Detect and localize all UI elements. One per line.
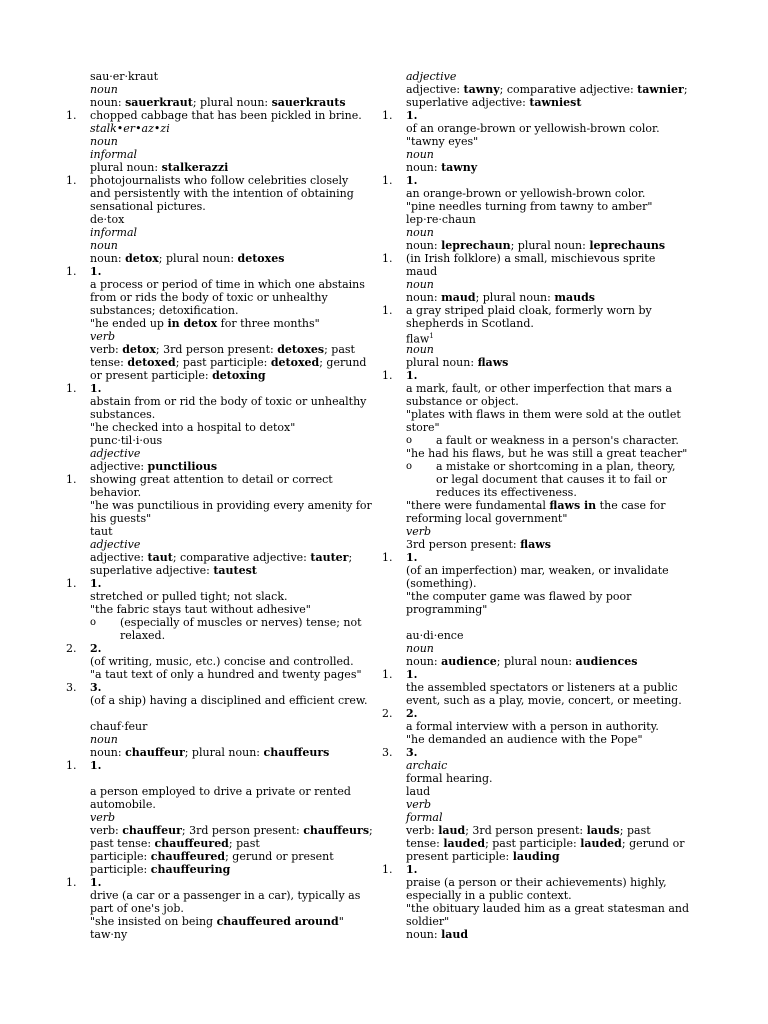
text-run: "she insisted on being (90, 915, 217, 928)
entry-line: sensational pictures. (90, 200, 206, 213)
entry-line (406, 499, 666, 512)
entry-line: a gray striped plaid cloak, formerly worn by (406, 304, 652, 317)
bold-text: chauffeured around (216, 915, 339, 928)
text-run: noun: (406, 239, 442, 252)
bold-text: 1. (90, 876, 102, 889)
entry-line: a process or period of time in which one abstains (90, 278, 365, 291)
list-number: 3. (382, 746, 393, 759)
text-run: ; (348, 551, 353, 564)
bold-text: 1. (90, 382, 102, 395)
bold-text: detox (122, 343, 156, 356)
text-run: noun: (90, 746, 126, 759)
bold-text: tawny (463, 83, 500, 96)
bold-text: tautest (213, 564, 257, 577)
bold-text: stalkerazzi (161, 161, 229, 174)
list-number: 2. (66, 642, 77, 655)
entry-line: "tawny eyes" (406, 135, 479, 148)
bold-text: 3. (90, 681, 102, 694)
text-run: ; past participle: (485, 837, 581, 850)
list-number: 1. (66, 759, 77, 772)
list-number: 1. (382, 304, 393, 317)
list-number: 1. (382, 668, 393, 681)
entry-line: "plates with flaws in them were sold at the outlet (406, 408, 681, 421)
entry-line (406, 109, 417, 122)
entry-line: chopped cabbage that has been pickled in brine. (90, 109, 362, 122)
entry-line: substances. (90, 408, 156, 421)
entry-line: au·di·ence (406, 629, 464, 642)
bold-text: detoxing (212, 369, 266, 382)
bold-text: 1. (406, 174, 418, 187)
entry-line: verb (406, 525, 432, 538)
entry-line (406, 863, 417, 876)
text-run: ; (369, 824, 373, 837)
bold-text: chauffeur (122, 824, 182, 837)
text-run: noun: (406, 928, 442, 941)
list-number: 1. (66, 473, 77, 486)
entry-line: substances; detoxification. (90, 304, 239, 317)
list-number: 2. (382, 707, 393, 720)
text-run: flaw (406, 332, 430, 346)
bold-text: chauffeurs (303, 824, 370, 837)
entry-line: relaxed. (120, 629, 166, 642)
bold-text: lauded (443, 837, 486, 850)
bold-text: 1. (90, 577, 102, 590)
entry-line (406, 96, 581, 109)
entry-line: a formal interview with a person in authority. (406, 720, 659, 733)
list-number: 1. (382, 109, 393, 122)
entry-line (406, 551, 417, 564)
bold-text: audiences (575, 655, 638, 668)
entry-line (406, 850, 560, 863)
text-run: superlative adjective: (90, 564, 214, 577)
text-run: adjective: (90, 460, 148, 473)
bold-text: tawny (441, 161, 478, 174)
entry-line: informal (90, 226, 138, 239)
entry-line (406, 707, 417, 720)
entry-line: noun (406, 278, 434, 291)
text-run: tense: (90, 356, 128, 369)
text-run: present participle: (406, 850, 513, 863)
entry-line: noun (90, 733, 118, 746)
text-run: plural noun: (90, 161, 162, 174)
text-run: noun: (406, 161, 442, 174)
entry-line: formal hearing. (406, 772, 493, 785)
bold-text: detoxed (127, 356, 176, 369)
entry-line: maud (406, 265, 438, 278)
entry-line: "a taut text of only a hundred and twenty pages" (90, 668, 362, 681)
entry-line: abstain from or rid the body of toxic or unhealthy (90, 395, 367, 408)
bold-text: 1. (406, 109, 418, 122)
text-run: noun: (90, 252, 126, 265)
entry-line (406, 928, 468, 941)
entry-line: especially in a public context. (406, 889, 572, 902)
entry-line (406, 655, 637, 668)
bold-text: in detox (167, 317, 218, 330)
bullet-marker: o (406, 461, 413, 472)
text-run: tense: (406, 837, 444, 850)
entry-line: soldier" (406, 915, 450, 928)
text-run: verb: (406, 824, 439, 837)
bold-text: flaws in (549, 499, 597, 512)
list-number: 1. (66, 382, 77, 395)
text-run: ; plural noun: (158, 252, 238, 265)
entry-line: a mistake or shortcoming in a plan, theory, (436, 460, 676, 473)
text-run: ; 3rd person present: (155, 343, 278, 356)
text-run: noun: (406, 655, 442, 668)
text-run: noun: (90, 96, 126, 109)
entry-line: a mark, fault, or other imperfection that mars a (406, 382, 672, 395)
entry-line: (especially of muscles or nerves) tense; not (120, 616, 362, 629)
entry-line: stretched or pulled tight; not slack. (90, 590, 288, 603)
entry-line: "the fabric stays taut without adhesive" (90, 603, 311, 616)
entry-line: noun (90, 83, 118, 96)
bold-text: leprechaun (441, 239, 511, 252)
entry-line (406, 83, 688, 96)
text-run: ; plural noun: (510, 239, 590, 252)
entry-line: archaic (406, 759, 448, 772)
list-number: 1. (382, 252, 393, 265)
text-run: ; gerund (319, 356, 367, 369)
entry-line: adjective (90, 538, 141, 551)
text-run: ; plural noun: (184, 746, 264, 759)
entry-line: drive (a car or a passenger in a car), typically as (90, 889, 361, 902)
bold-text: leprechauns (589, 239, 666, 252)
text-run: ; comparative adjective: (172, 551, 311, 564)
text-run: adjective: (90, 551, 148, 564)
bold-text: chauffeured (150, 850, 226, 863)
bold-text: sauerkraut (125, 96, 193, 109)
entry-line: of an orange-brown or yellowish-brown color. (406, 122, 660, 135)
entry-line: laud (406, 785, 431, 798)
entry-line: his guests" (90, 512, 152, 525)
entry-line (406, 161, 477, 174)
entry-line: noun (90, 135, 118, 148)
entry-line: "he checked into a hospital to detox" (90, 421, 296, 434)
entry-line: verb (90, 330, 116, 343)
text-run: "there were fundamental (406, 499, 550, 512)
text-run: plural noun: (406, 356, 478, 369)
bold-text: mauds (554, 291, 595, 304)
entry-line: "the obituary lauded him as a great statesman and (406, 902, 690, 915)
bold-text: chauffeurs (263, 746, 330, 759)
list-number: 1. (382, 174, 393, 187)
bold-text: audience (441, 655, 497, 668)
bold-text: laud (438, 824, 466, 837)
bold-text: laud (441, 928, 469, 941)
entry-line: (of writing, music, etc.) concise and controlled. (90, 655, 354, 668)
text-run: "he ended up (90, 317, 168, 330)
entry-line: chauf·feur (90, 720, 148, 733)
entry-line (406, 538, 551, 551)
bold-text: lauds (586, 824, 620, 837)
bold-text: taut (147, 551, 173, 564)
entry-line (406, 668, 417, 681)
text-run: ; past participle: (175, 356, 271, 369)
list-number: 3. (66, 681, 77, 694)
entry-line (406, 837, 684, 850)
entry-line (406, 356, 508, 369)
entry-line: substance or object. (406, 395, 519, 408)
entry-line: and persistently with the intention of obtaining (90, 187, 354, 200)
text-run: ; past (228, 837, 260, 850)
text-run: verb: (90, 343, 123, 356)
bold-text: detox (125, 252, 159, 265)
entry-line: noun (406, 148, 434, 161)
list-number: 1. (66, 265, 77, 278)
entry-line: photojournalists who follow celebrities closely (90, 174, 349, 187)
entry-line: adjective (90, 447, 141, 460)
entry-line: punc·til·i·ous (90, 434, 163, 447)
list-number: 1. (382, 863, 393, 876)
list-number: 1. (66, 577, 77, 590)
text-run: ; 3rd person present: (181, 824, 304, 837)
text-run: ; comparative adjective: (499, 83, 638, 96)
bold-text: punctilious (147, 460, 218, 473)
entry-line (406, 239, 665, 252)
entry-line (406, 746, 417, 759)
bold-text: 3. (406, 746, 418, 759)
bold-text: 1. (406, 668, 418, 681)
text-run: adjective: (406, 83, 464, 96)
entry-line: "pine needles turning from tawny to amber" (406, 200, 653, 213)
list-number: 1. (66, 876, 77, 889)
entry-line: behavior. (90, 486, 142, 499)
entry-line: shepherds in Scotland. (406, 317, 534, 330)
entry-line: (of an imperfection) mar, weaken, or invalidate (406, 564, 669, 577)
entry-line: a fault or weakness in a person's character. (436, 434, 679, 447)
bold-text: tawnier (637, 83, 684, 96)
entry-line: stalk•er•az•zi (90, 122, 170, 135)
entry-line: verb (90, 811, 116, 824)
entry-line: event, such as a play, movie, concert, or meeting. (406, 694, 682, 707)
bold-text: detoxes (277, 343, 325, 356)
bold-text: 1. (406, 369, 418, 382)
entry-line: verb (406, 798, 432, 811)
entry-line: lep·re·chaun (406, 213, 476, 226)
entry-line: (in Irish folklore) a small, mischievous sprite (406, 252, 656, 265)
bold-text: 2. (90, 642, 102, 655)
entry-line: "the computer game was flawed by poor (406, 590, 632, 603)
bold-text: chauffeured (154, 837, 229, 850)
entry-line: noun (406, 642, 434, 655)
entry-line: taw·ny (90, 928, 128, 941)
entry-line: showing great attention to detail or correct (90, 473, 333, 486)
list-number: 1. (382, 369, 393, 382)
entry-line: adjective (406, 70, 457, 83)
text-run: ; 3rd person present: (465, 824, 587, 837)
entry-line: a person employed to drive a private or rented (90, 785, 351, 798)
entry-line: or legal document that causes it to fail or (436, 473, 667, 486)
bold-text: 1. (90, 265, 102, 278)
bold-text: chauffeur (125, 746, 185, 759)
text-run: noun: (406, 291, 442, 304)
entry-line: "he was punctilious in providing every amenity for (90, 499, 372, 512)
entry-line (406, 174, 417, 187)
entry-line: noun (90, 239, 118, 252)
entry-line: an orange-brown or yellowish-brown color. (406, 187, 646, 200)
text-run: participle: (90, 863, 151, 876)
entry-line: noun (406, 343, 434, 356)
entry-line: taut (90, 525, 113, 538)
text-run: ; plural noun: (192, 96, 272, 109)
bold-text: lauded (580, 837, 622, 850)
entry-line: from or rids the body of toxic or unhealthy (90, 291, 328, 304)
bold-text: tawniest (529, 96, 582, 109)
text-run: 3rd person present: (406, 538, 521, 551)
entry-line: "he demanded an audience with the Pope" (406, 733, 643, 746)
text-run: 1 (429, 332, 434, 340)
text-run: ; gerund or (621, 837, 685, 850)
text-run: or present participle: (90, 369, 213, 382)
entry-line: reforming local government" (406, 512, 568, 525)
list-number: 1. (382, 551, 393, 564)
entry-line (406, 824, 651, 837)
text-run: ; past (324, 343, 355, 356)
bold-text: 1. (406, 551, 418, 564)
entry-line: part of one's job. (90, 902, 184, 915)
entry-line: reduces its effectiveness. (436, 486, 577, 499)
text-run: for three months" (217, 317, 320, 330)
text-run: participle: (90, 850, 151, 863)
text-run: ; past (619, 824, 651, 837)
entry-line: store" (406, 421, 440, 434)
bullet-marker: o (90, 617, 97, 628)
text-run: ; plural noun: (475, 291, 555, 304)
entry-line (406, 291, 595, 304)
text-run: ; gerund or present (225, 850, 334, 863)
bold-text: 1. (90, 759, 102, 772)
entry-line: praise (a person or their achievements) highly, (406, 876, 667, 889)
text-run: ; (683, 83, 688, 96)
list-number: 1. (66, 109, 77, 122)
entry-line: "he had his flaws, but he was still a great teacher" (406, 447, 688, 460)
bold-text: maud (441, 291, 476, 304)
text-run: superlative adjective: (406, 96, 530, 109)
bold-text: flaws (520, 538, 551, 551)
bullet-marker: o (406, 435, 413, 446)
bold-text: 1. (406, 863, 418, 876)
entry-line: (something). (406, 577, 477, 590)
text-run: " (338, 915, 344, 928)
list-number: 1. (66, 174, 77, 187)
bold-text: detoxes (237, 252, 285, 265)
entry-line (406, 369, 417, 382)
bold-text: sauerkrauts (271, 96, 346, 109)
entry-line: automobile. (90, 798, 156, 811)
text-run: the case for (596, 499, 666, 512)
bold-text: chauffeuring (150, 863, 231, 876)
entry-line: noun (406, 226, 434, 239)
entry-line: the assembled spectators or listeners at a public (406, 681, 678, 694)
text-run: past tense: (90, 837, 155, 850)
entry-line: (of a ship) having a disciplined and efficient crew. (90, 694, 368, 707)
entry-line: de·tox (90, 213, 125, 226)
bold-text: 2. (406, 707, 418, 720)
entry-line: programming" (406, 603, 488, 616)
entry-line: formal (406, 811, 443, 824)
text-run: verb: (90, 824, 123, 837)
bold-text: flaws (477, 356, 509, 369)
bold-text: tauter (310, 551, 349, 564)
entry-line: informal (90, 148, 138, 161)
bold-text: detoxed (270, 356, 320, 369)
text-run: ; plural noun: (496, 655, 576, 668)
entry-line: sau·er·kraut (90, 70, 159, 83)
bold-text: lauding (512, 850, 560, 863)
